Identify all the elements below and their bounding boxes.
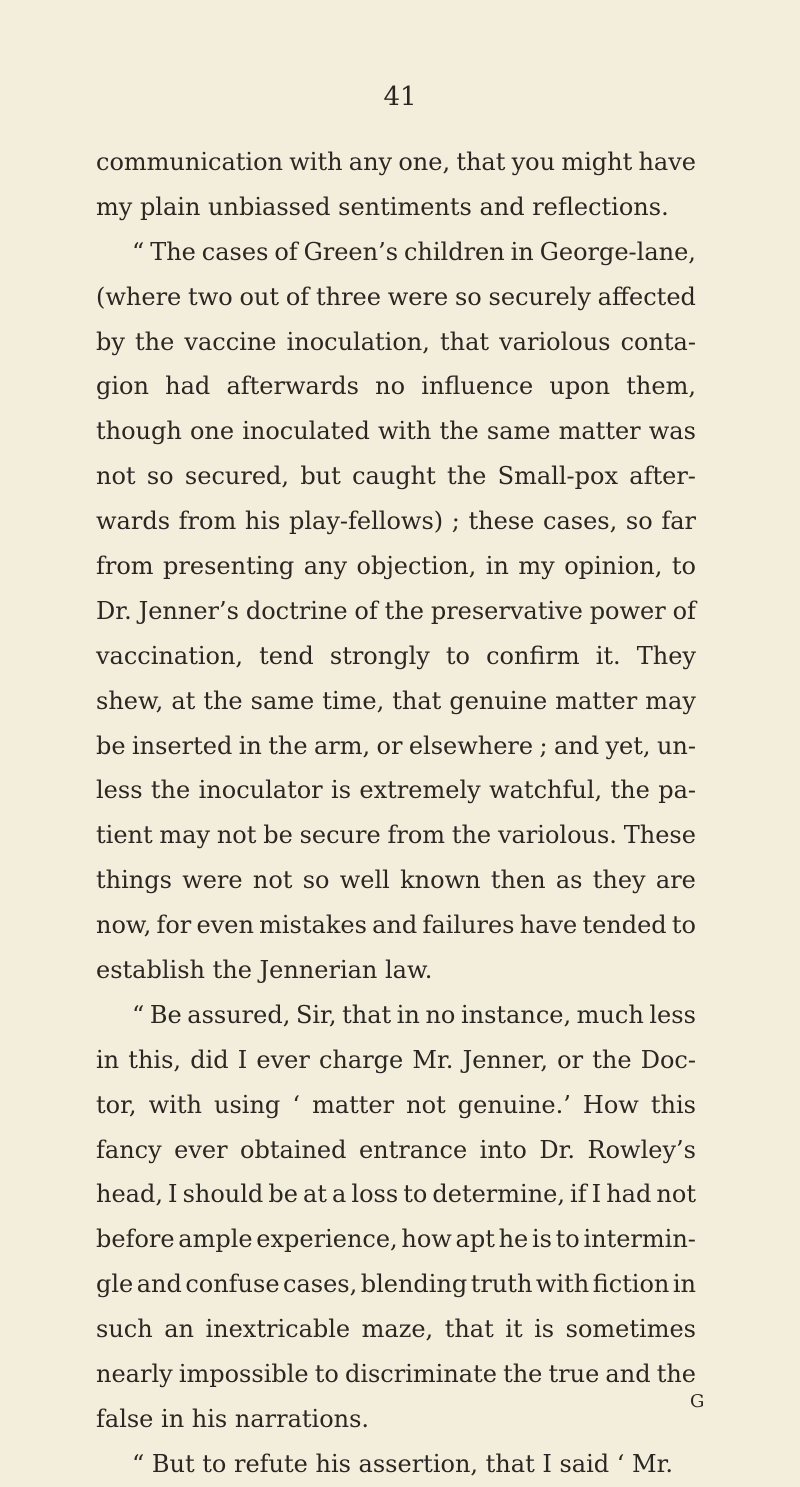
text-line: “ But to refute his assertion, that I said ‘ Mr. [132, 1449, 674, 1478]
text-line: such an inextricable maze, that it is sometimes [96, 1315, 696, 1344]
text-line: tor, with using ‘ matter not genuine.’ How this [96, 1090, 696, 1119]
text-line: not so secured, but caught the Small-pox after- [96, 462, 696, 491]
text-line: establish the Jennerian law. [96, 956, 433, 985]
text-line: now, for even mistakes and failures have tended to [96, 911, 696, 940]
text-line: communication with any one, that you might have [96, 148, 696, 176]
page-number: 41 [383, 82, 417, 112]
text-line: tient may not be secure from the variolous. These [96, 821, 696, 850]
text-line: (where two out of three were so securely affected [96, 282, 696, 311]
text-line: vaccination, tend strongly to confirm it. They [96, 641, 696, 670]
text-line: Dr. Jenner’s doctrine of the preservative power of [96, 596, 696, 625]
text-line: false in his narrations. [96, 1404, 370, 1433]
text-line: fancy ever obtained entrance into Dr. Rowley’s [96, 1135, 696, 1164]
text-line: nearly impossible to discriminate the true and the [96, 1360, 696, 1389]
text-line: in this, did I ever charge Mr. Jenner, or the Doc- [96, 1045, 696, 1074]
text-line: though one inoculated with the same matter was [96, 417, 696, 446]
text-line: things were not so well known then as they are [96, 866, 696, 895]
text-line: “ The cases of Green’s children in George-lane, [132, 237, 696, 266]
body-text [96, 140, 696, 1487]
text-line: head, I should be at a loss to determine, if I had not [96, 1180, 696, 1209]
text-line: be inserted in the arm, or elsewhere ; and yet, un- [96, 731, 696, 760]
text-line: gion had afterwards no influence upon them, [96, 372, 696, 401]
text-line: shew, at the same time, that genuine matter may [96, 686, 696, 715]
text-line: wards from his play-fellows) ; these cases, so far [96, 507, 696, 536]
text-line: “ Be assured, Sir, that in no instance, much less [132, 1000, 696, 1029]
text-line: by the vaccine inoculation, that variolous conta- [96, 327, 696, 356]
signature-mark: G [690, 1391, 705, 1412]
text-line: from presenting any objection, in my opinion, to [96, 552, 696, 581]
text-line: my plain unbiassed sentiments and reflections. [96, 192, 669, 221]
text-line: gle and confuse cases, blending truth with fiction in [96, 1270, 696, 1299]
text-line: less the inoculator is extremely watchful, the pa- [96, 776, 696, 805]
text-line: before ample experience, how apt he is to intermin- [96, 1225, 696, 1254]
